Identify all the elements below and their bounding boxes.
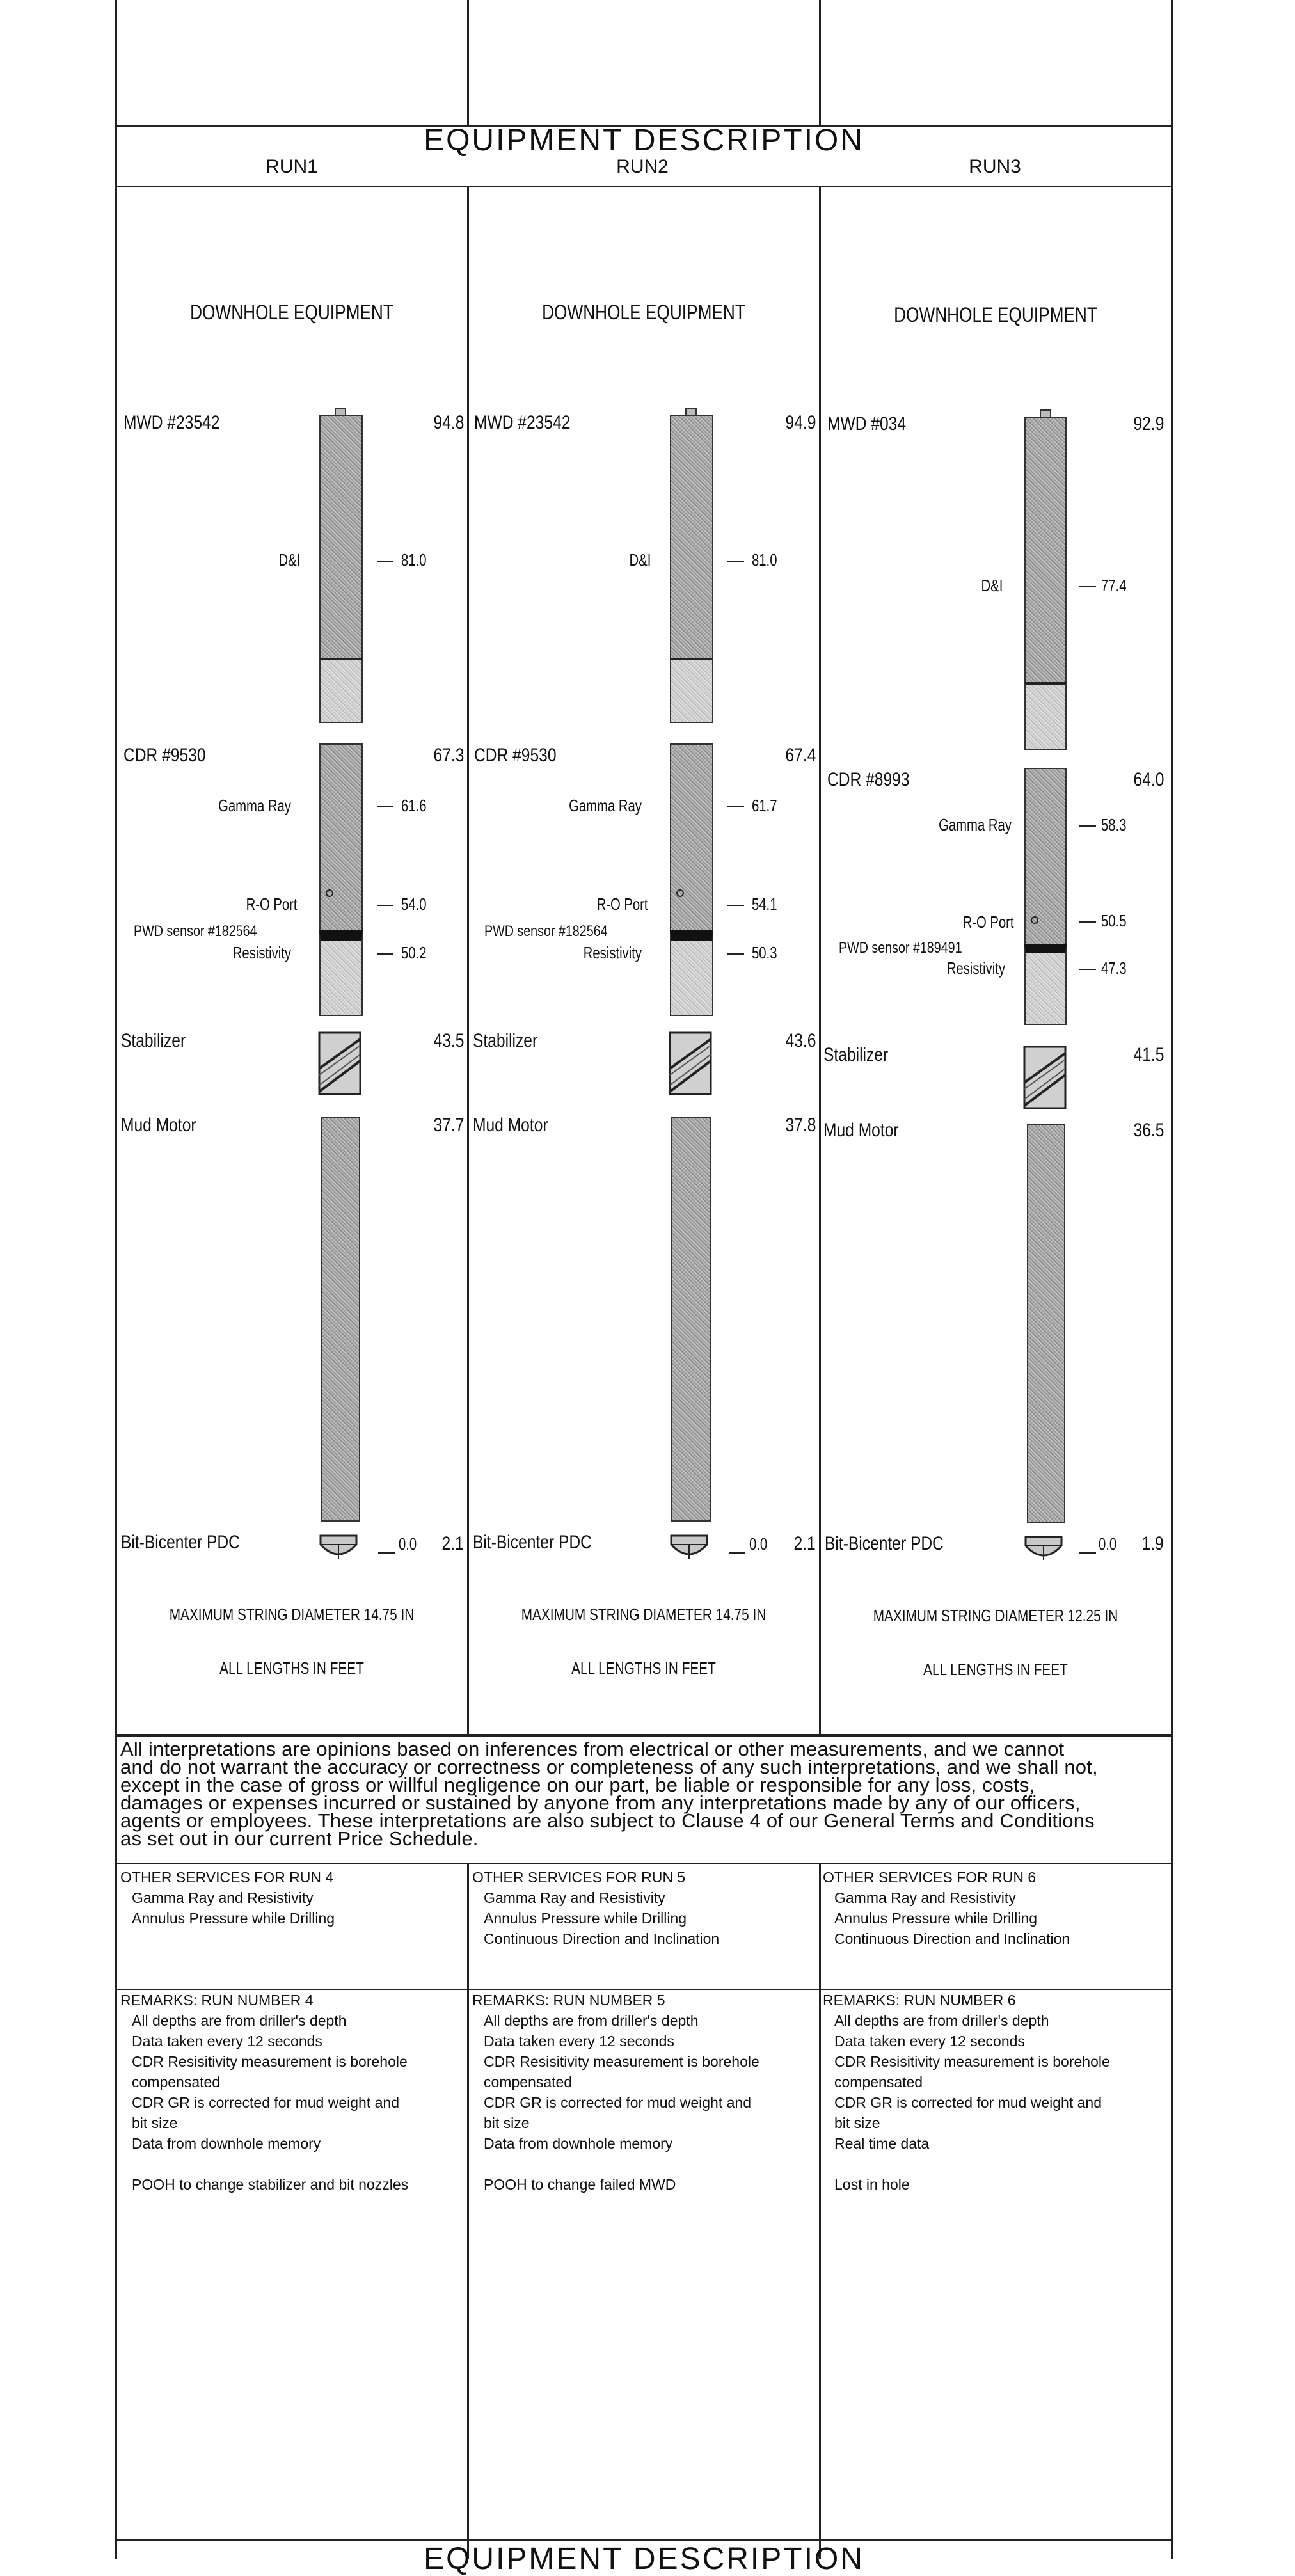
remark-item: Data from downhole memory [484,2135,673,2152]
top-divider-1 [467,0,469,125]
cdr-label: CDR #9530 [474,745,557,766]
cdr-label: CDR #8993 [827,769,910,790]
remark-item: Data from downhole memory [132,2135,321,2152]
bit-icon [319,1533,358,1562]
stabilizer-label: Stabilizer [823,1044,889,1065]
cdr-tool [319,743,363,933]
resistivity-tick [377,953,393,955]
service-item: Gamma Ray and Resistivity [484,1889,665,1906]
di-tick [377,561,393,562]
disclaimer-line: as set out in our current Price Schedule. [120,1827,479,1850]
mwd-top-value: 94.8 [433,412,464,433]
mwd-tool-lower [1024,682,1067,750]
di-value: 77.4 [1101,576,1127,595]
services-title: OTHER SERVICES FOR RUN 4 [120,1869,334,1886]
max-string-diameter: MAXIMUM STRING DIAMETER 14.75 IN [521,1605,767,1624]
service-item: Continuous Direction and Inclination [484,1930,720,1947]
di-label: D&I [629,550,651,569]
resistivity-tick [1079,969,1096,970]
remark-item: CDR GR is corrected for mud weight and [484,2094,751,2111]
ro-port-tick [377,905,393,906]
bit-label: Bit-Bicenter PDC [121,1532,240,1553]
di-tick [1079,586,1096,587]
mud-motor-label: Mud Motor [121,1115,196,1136]
cdr-tool [670,743,713,933]
top-divider-2 [819,0,821,125]
bit-zero-value: 0.0 [399,1534,417,1554]
all-lengths-note: ALL LENGTHS IN FEET [571,1658,716,1678]
remark-item: Lost in hole [834,2176,910,2193]
remark-item [823,2154,1166,2174]
stabilizer-label: Stabilizer [121,1030,186,1051]
service-item: Annulus Pressure while Drilling [132,1910,335,1927]
resistivity-label: Resistivity [946,958,1005,978]
di-label: D&I [278,550,300,569]
ro-port-value: 54.0 [401,894,427,914]
ro-port-value: 50.5 [1101,911,1127,930]
bit-value: 2.1 [793,1533,816,1554]
stabilizer-icon [317,1030,363,1097]
mwd-tool-lower [319,658,363,723]
remark-item: Data taken every 12 seconds [484,2033,674,2049]
bit-zero-value: 0.0 [1099,1534,1117,1554]
ro-port-label: R-O Port [962,912,1014,932]
bit-value: 2.1 [441,1533,464,1554]
section-title: DOWNHOLE EQUIPMENT [542,301,745,324]
mwd-label: MWD #23542 [474,412,571,433]
mud-motor-tool [321,1117,360,1522]
footer-rule [115,2539,1173,2541]
remark-item: bit size [834,2115,880,2131]
other-services-run6 [823,1867,1166,1949]
cdr-tool-lower [319,930,363,1016]
remarks-run4 [120,1990,463,2195]
di-label: D&I [981,576,1003,595]
remark-item: All depths are from driller's depth [834,2012,1049,2029]
mwd-label: MWD #23542 [123,412,220,433]
ro-port-marker [676,889,684,897]
services-title: OTHER SERVICES FOR RUN 5 [472,1869,686,1886]
ro-port-label: R-O Port [596,894,648,914]
service-item: Annulus Pressure while Drilling [834,1910,1038,1927]
remark-item: POOH to change stabilizer and bit nozzles [132,2176,409,2193]
remarks-run5 [472,1990,815,2195]
remarks-title: REMARKS: RUN NUMBER 5 [472,1992,665,2008]
pwd-sensor-label: PWD sensor #182564 [484,923,608,940]
service-item: Gamma Ray and Resistivity [834,1889,1016,1906]
stabilizer-icon [667,1030,713,1097]
remark-item: Data taken every 12 seconds [834,2033,1025,2049]
remarks-title: REMARKS: RUN NUMBER 6 [823,1992,1016,2008]
pwd-sensor-label: PWD sensor #189491 [839,939,962,957]
ro-port-tick [1079,921,1096,923]
max-string-diameter: MAXIMUM STRING DIAMETER 12.25 IN [873,1606,1118,1625]
other-services-run4 [120,1867,463,1928]
resistivity-label: Resistivity [232,943,291,962]
all-lengths-note: ALL LENGTHS IN FEET [923,1660,1068,1679]
resistivity-value: 50.2 [401,943,427,962]
gamma-tick [727,806,744,807]
cdr-top-value: 64.0 [1133,769,1164,790]
mud-motor-value: 36.5 [1133,1120,1164,1141]
bit-icon [1024,1534,1063,1564]
bit-label: Bit-Bicenter PDC [825,1533,944,1554]
disclaimer-line: agents or employees. These interpretations are also subject to Clause 4 of our General Terms and Conditions [120,1809,1095,1832]
disclaimer-line: except in the case of gross or willful negligence on our part, be liable or responsible for any loss, costs, [120,1774,1035,1796]
stabilizer-value: 43.6 [785,1030,816,1051]
footer-title: EQUIPMENT DESCRIPTION [424,2542,864,2576]
mwd-label: MWD #034 [827,413,907,434]
gamma-value: 58.3 [1101,815,1127,834]
run3-column [821,187,1170,1735]
disclaimer-line: and do not warrant the accuracy or correctness or completeness of any such interpretations, and we shall not, [120,1756,1098,1778]
stabilizer-value: 43.5 [433,1030,464,1051]
ro-port-tick [727,905,744,906]
service-item: Gamma Ray and Resistivity [132,1889,314,1906]
run-header-3: RUN3 [969,156,1021,177]
mwd-tool-lower [670,658,713,723]
remark-item [120,2154,463,2174]
run1-column [117,187,466,1735]
pwd-sensor-label: PWD sensor #182564 [134,923,257,940]
mwd-top-value: 94.9 [785,412,816,433]
remark-item: CDR GR is corrected for mud weight and [834,2094,1102,2111]
cdr-tool-lower [1024,944,1067,1025]
remark-item [472,2154,815,2174]
remark-item: CDR GR is corrected for mud weight and [132,2094,399,2111]
gamma-tick [1079,825,1096,827]
remark-item: CDR Resisitivity measurement is borehole [484,2053,759,2070]
remark-item: POOH to change failed MWD [484,2176,676,2193]
run-header-1: RUN1 [266,156,318,177]
services-top-rule [115,1863,1173,1864]
bit-zero-value: 0.0 [749,1534,768,1554]
resistivity-value: 50.3 [752,943,777,962]
ro-port-value: 54.1 [752,894,777,914]
ro-port-marker [1031,916,1038,924]
stabilizer-label: Stabilizer [473,1030,538,1051]
disclaimer-line: All interpretations are opinions based on inferences from electrical or other measurements, and we cannot [120,1738,1065,1760]
ro-port-label: R-O Port [246,894,298,914]
bit-icon [670,1533,708,1562]
max-string-diameter: MAXIMUM STRING DIAMETER 14.75 IN [169,1605,415,1624]
gamma-value: 61.7 [752,796,777,815]
mud-motor-value: 37.7 [433,1115,464,1136]
disclaimer-line: damages or expenses incurred or sustained by anyone from any interpretations made by any of our officers, [120,1792,1081,1814]
frame-right [1171,0,1173,2559]
run2-column [469,187,818,1735]
mud-motor-tool [671,1117,711,1522]
remark-item: CDR Resisitivity measurement is borehole [132,2053,408,2070]
gamma-label: Gamma Ray [939,815,1012,834]
lower-divider-1 [467,1863,469,2559]
section-title: DOWNHOLE EQUIPMENT [894,303,1097,326]
di-value: 81.0 [401,550,427,569]
resistivity-value: 47.3 [1101,958,1127,978]
bit-tick [1079,1552,1096,1554]
di-value: 81.0 [752,550,777,569]
di-tick [727,561,744,562]
mud-motor-label: Mud Motor [823,1120,899,1141]
bit-tick [378,1552,395,1554]
mud-motor-tool [1027,1124,1065,1523]
stabilizer-icon [1022,1044,1068,1111]
mwd-tool [670,415,713,660]
remark-item: bit size [132,2115,178,2131]
mwd-tool [319,415,363,660]
other-services-run5 [472,1867,815,1949]
ro-port-marker [326,889,333,897]
mud-motor-label: Mud Motor [473,1115,548,1136]
remark-item: All depths are from driller's depth [484,2012,699,2029]
mwd-top-value: 92.9 [1133,413,1164,434]
resistivity-label: Resistivity [583,943,642,962]
lower-divider-2 [819,1863,821,2559]
remark-item: compensated [834,2074,923,2090]
cdr-label: CDR #9530 [123,745,206,766]
service-item: Annulus Pressure while Drilling [484,1910,687,1927]
cdr-top-value: 67.4 [785,745,816,766]
remark-item: CDR Resisitivity measurement is borehole [834,2053,1110,2070]
remarks-title: REMARKS: RUN NUMBER 4 [120,1992,314,2008]
remark-item: compensated [484,2074,573,2090]
gamma-value: 61.6 [401,796,427,815]
section-title: DOWNHOLE EQUIPMENT [190,301,393,324]
remark-item: bit size [484,2115,530,2131]
service-item: Continuous Direction and Inclination [834,1930,1070,1947]
gamma-tick [377,806,393,807]
mwd-tool [1024,417,1067,685]
remark-item: All depths are from driller's depth [132,2012,347,2029]
run-header-2: RUN2 [616,156,669,177]
remark-item: Data taken every 12 seconds [132,2033,322,2049]
stabilizer-value: 41.5 [1133,1044,1164,1065]
remark-item: Real time data [834,2135,930,2152]
page-title: EQUIPMENT DESCRIPTION [424,123,864,157]
bit-tick [729,1552,745,1554]
remark-item: compensated [132,2074,221,2090]
all-lengths-note: ALL LENGTHS IN FEET [219,1658,364,1678]
bit-label: Bit-Bicenter PDC [473,1532,592,1553]
gamma-label: Gamma Ray [569,796,642,815]
resistivity-tick [727,953,744,955]
disclaimer-text [120,1740,1163,1848]
services-title: OTHER SERVICES FOR RUN 6 [823,1869,1037,1886]
mud-motor-value: 37.8 [785,1115,816,1136]
remarks-run6 [823,1990,1166,2195]
bit-value: 1.9 [1141,1533,1164,1554]
gamma-label: Gamma Ray [218,796,291,815]
cdr-tool-lower [670,930,713,1016]
cdr-top-value: 67.3 [433,745,464,766]
